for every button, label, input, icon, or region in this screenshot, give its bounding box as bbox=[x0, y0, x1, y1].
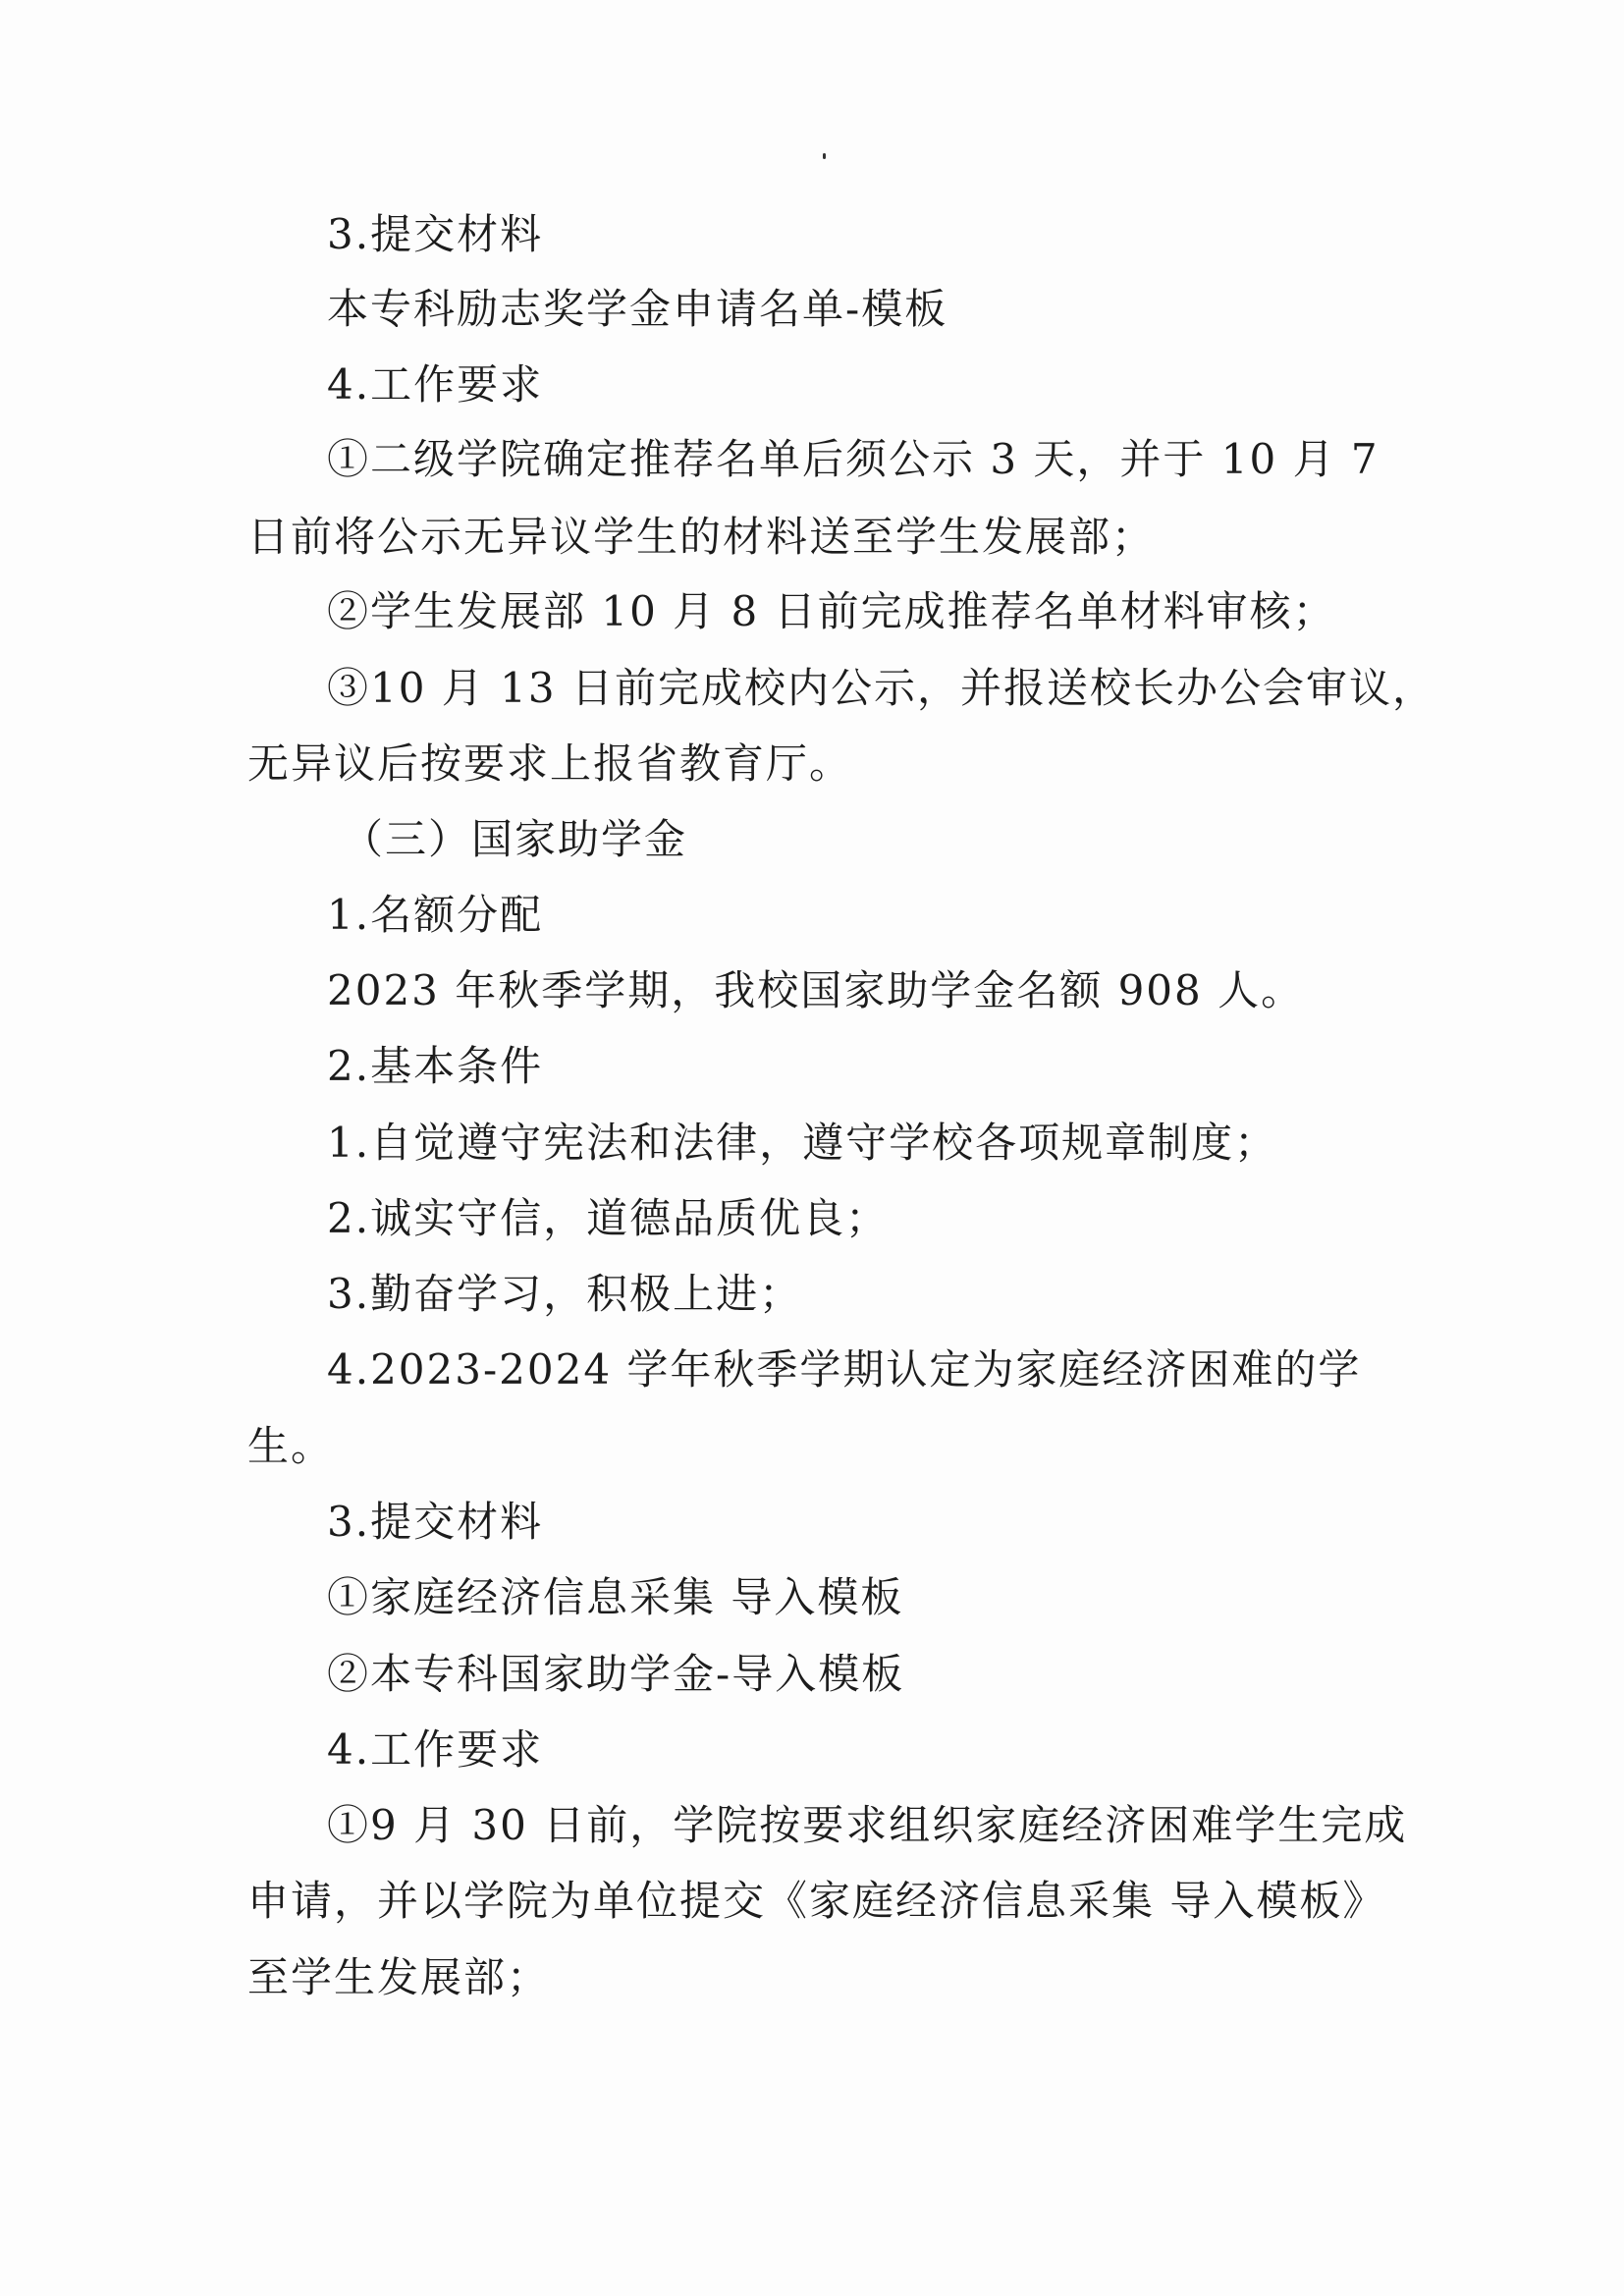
text-line: 4.工作要求 bbox=[327, 360, 544, 409]
text-line: ②学生发展部 10 月 8 日前完成推荐名单材料审核； bbox=[327, 587, 1336, 635]
text-line: 4.工作要求 bbox=[327, 1725, 544, 1774]
text-line: ②本专科国家助学金-导入模板 bbox=[327, 1650, 905, 1698]
text-line: ③10 月 13 日前完成校内公示，并报送校长办公会审议， bbox=[327, 664, 1435, 712]
text-line: ①9 月 30 日前，学院按要求组织家庭经济困难学生完成 bbox=[327, 1801, 1408, 1849]
text-line: 2.诚实守信，道德品质优良； bbox=[327, 1194, 890, 1242]
text-line: 3.提交材料 bbox=[327, 1498, 544, 1546]
text-line: 生。 bbox=[247, 1422, 335, 1470]
text-line: 3.勤奋学习，积极上进； bbox=[327, 1270, 803, 1318]
text-line: ①二级学院确定推荐名单后须公示 3 天，并于 10 月 7 bbox=[327, 435, 1380, 483]
text-line: 1.自觉遵守宪法和法律，遵守学校各项规章制度； bbox=[327, 1119, 1278, 1167]
text-line: 2023 年秋季学期，我校国家助学金名额 908 人。 bbox=[327, 966, 1305, 1014]
text-line: 3.提交材料 bbox=[327, 210, 544, 258]
section-heading: （三）国家助学金 bbox=[342, 815, 688, 863]
text-line: 日前将公示无异议学生的材料送至学生发展部； bbox=[247, 513, 1156, 561]
text-line: 申请，并以学院为单位提交《家庭经济信息采集 导入模板》 bbox=[247, 1877, 1386, 1925]
text-line: 4.2023-2024 学年秋季学期认定为家庭经济困难的学 bbox=[327, 1345, 1362, 1394]
scan-speck bbox=[823, 153, 826, 159]
text-line: 至学生发展部； bbox=[247, 1953, 551, 2001]
text-line: ①家庭经济信息采集 导入模板 bbox=[327, 1573, 904, 1621]
text-line: 本专科励志奖学金申请名单-模板 bbox=[327, 285, 948, 333]
text-line: 2.基本条件 bbox=[327, 1042, 544, 1090]
text-line: 无异议后按要求上报省教育厅。 bbox=[247, 739, 853, 788]
text-line: 1.名额分配 bbox=[327, 891, 544, 939]
